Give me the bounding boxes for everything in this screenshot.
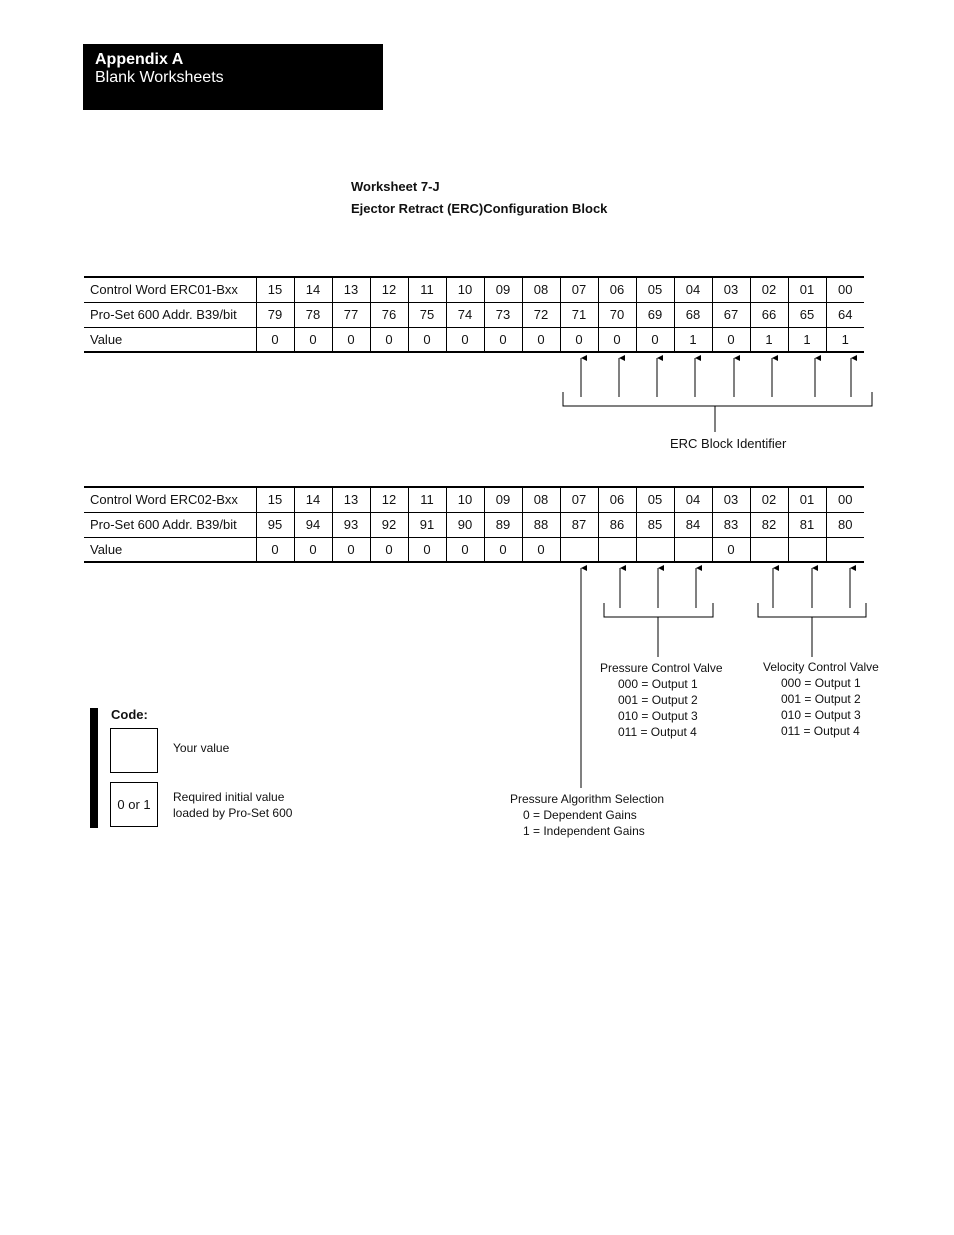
code-legend-heading: Code: [111, 707, 148, 722]
value-cell: 0 [294, 327, 332, 352]
bit-cell: 10 [446, 487, 484, 512]
appendix-label: Appendix A [95, 51, 184, 68]
address-cell: 85 [636, 512, 674, 537]
value-cell: 0 [560, 327, 598, 352]
address-cell: 90 [446, 512, 484, 537]
address-cell: 92 [370, 512, 408, 537]
bit-cell: 14 [294, 277, 332, 302]
value-cell: 1 [826, 327, 864, 352]
bit-cell: 03 [712, 277, 750, 302]
bit-cell: 05 [636, 277, 674, 302]
row-label: Pro-Set 600 Addr. B39/bit [84, 302, 256, 327]
address-cell: 66 [750, 302, 788, 327]
legend-title: Pressure Control Valve [600, 661, 723, 675]
value-cell: 1 [788, 327, 826, 352]
value-cell: 0 [446, 537, 484, 562]
bit-cell: 14 [294, 487, 332, 512]
bit-cell: 13 [332, 277, 370, 302]
legend-option: 001 = Output 2 [781, 692, 861, 706]
address-cell: 83 [712, 512, 750, 537]
bit-cell: 11 [408, 277, 446, 302]
address-cell: 95 [256, 512, 294, 537]
worksheet-number: Worksheet 7-J [351, 179, 440, 194]
row-label: Pro-Set 600 Addr. B39/bit [84, 512, 256, 537]
bit-cell: 04 [674, 277, 712, 302]
address-cell: 87 [560, 512, 598, 537]
bit-cell: 15 [256, 277, 294, 302]
legend-option: 0 = Dependent Gains [523, 808, 637, 822]
legend-title: Velocity Control Valve [763, 660, 879, 674]
value-cell: 0 [408, 537, 446, 562]
bit-cell: 08 [522, 487, 560, 512]
address-cell: 68 [674, 302, 712, 327]
bit-cell: 07 [560, 487, 598, 512]
address-cell: 82 [750, 512, 788, 537]
legend-option: 000 = Output 1 [781, 676, 861, 690]
bit-cell: 05 [636, 487, 674, 512]
erc-block-identifier-label: ERC Block Identifier [670, 436, 787, 451]
value-cell: 0 [446, 327, 484, 352]
address-cell: 65 [788, 302, 826, 327]
bit-cell: 09 [484, 487, 522, 512]
bit-cell: 10 [446, 277, 484, 302]
address-cell: 93 [332, 512, 370, 537]
address-cell: 74 [446, 302, 484, 327]
bit-cell: 11 [408, 487, 446, 512]
address-cell: 72 [522, 302, 560, 327]
value-cell: 0 [712, 327, 750, 352]
value-cell: 0 [332, 327, 370, 352]
value-cell: 0 [256, 327, 294, 352]
legend-option: 000 = Output 1 [618, 677, 698, 691]
address-cell: 91 [408, 512, 446, 537]
address-cell: 89 [484, 512, 522, 537]
pressure-control-arrows [604, 568, 713, 657]
value-cell: 0 [256, 537, 294, 562]
address-cell: 73 [484, 302, 522, 327]
address-cell: 94 [294, 512, 332, 537]
pressure-algorithm-legend [510, 791, 664, 839]
bit-cell: 13 [332, 487, 370, 512]
row-label: Control Word ERC02-Bxx [84, 487, 256, 512]
code-legend-bar [90, 708, 98, 828]
value-cell: 0 [370, 537, 408, 562]
pressure-control-valve-legend [600, 660, 723, 740]
required-value-line: Required initial value [173, 790, 285, 804]
address-cell: 69 [636, 302, 674, 327]
legend-option: 001 = Output 2 [618, 693, 698, 707]
address-cell: 77 [332, 302, 370, 327]
velocity-control-valve-legend [763, 659, 879, 739]
bit-cell: 03 [712, 487, 750, 512]
value-cell: 1 [750, 327, 788, 352]
bit-cell: 09 [484, 277, 522, 302]
legend-option: 011 = Output 4 [781, 724, 860, 738]
row-label: Control Word ERC01-Bxx [84, 277, 256, 302]
appendix-subtitle: Blank Worksheets [95, 69, 224, 86]
required-value-line: loaded by Pro-Set 600 [173, 806, 293, 820]
bit-cell: 12 [370, 487, 408, 512]
value-cell: 1 [674, 327, 712, 352]
legend-option: 1 = Independent Gains [523, 824, 645, 838]
address-cell: 81 [788, 512, 826, 537]
legend-option: 011 = Output 4 [618, 725, 697, 739]
address-cell: 88 [522, 512, 560, 537]
value-cell: 0 [408, 327, 446, 352]
row-label: Value [84, 537, 256, 562]
value-cell: 0 [522, 327, 560, 352]
bit-cell: 06 [598, 277, 636, 302]
value-cell: 0 [484, 327, 522, 352]
address-cell: 64 [826, 302, 864, 327]
value-cell: 0 [294, 537, 332, 562]
legend-option: 010 = Output 3 [781, 708, 861, 722]
bit-cell: 00 [826, 277, 864, 302]
bit-cell: 08 [522, 277, 560, 302]
bit-cell: 02 [750, 487, 788, 512]
bit-cell: 07 [560, 277, 598, 302]
required-value-label [173, 789, 292, 821]
address-cell: 70 [598, 302, 636, 327]
bit-cell: 04 [674, 487, 712, 512]
address-cell: 79 [256, 302, 294, 327]
value-cell: 0 [712, 537, 750, 562]
bit-cell: 12 [370, 277, 408, 302]
address-cell: 80 [826, 512, 864, 537]
bit-cell: 01 [788, 487, 826, 512]
bit-cell: 01 [788, 277, 826, 302]
erc-identifier-arrows [563, 358, 872, 432]
address-cell: 86 [598, 512, 636, 537]
legend-title: Pressure Algorithm Selection [510, 792, 665, 806]
worksheet-title: Ejector Retract (ERC)Configuration Block [351, 201, 608, 216]
address-cell: 76 [370, 302, 408, 327]
row-label: Value [84, 327, 256, 352]
address-cell: 71 [560, 302, 598, 327]
legend-option: 010 = Output 3 [618, 709, 698, 723]
value-cell: 0 [636, 327, 674, 352]
address-cell: 67 [712, 302, 750, 327]
required-value-box: 0 or 1 [110, 782, 158, 827]
address-cell: 84 [674, 512, 712, 537]
bit-cell: 15 [256, 487, 294, 512]
value-cell: 0 [484, 537, 522, 562]
address-cell: 75 [408, 302, 446, 327]
value-cell: 0 [598, 327, 636, 352]
your-value-label: Your value [173, 741, 230, 755]
your-value-box [110, 728, 158, 773]
value-cell: 0 [332, 537, 370, 562]
bit-cell: 06 [598, 487, 636, 512]
address-cell: 78 [294, 302, 332, 327]
velocity-control-arrows [758, 568, 866, 657]
bit-cell: 02 [750, 277, 788, 302]
bit-cell: 00 [826, 487, 864, 512]
value-cell: 0 [370, 327, 408, 352]
value-cell: 0 [522, 537, 560, 562]
